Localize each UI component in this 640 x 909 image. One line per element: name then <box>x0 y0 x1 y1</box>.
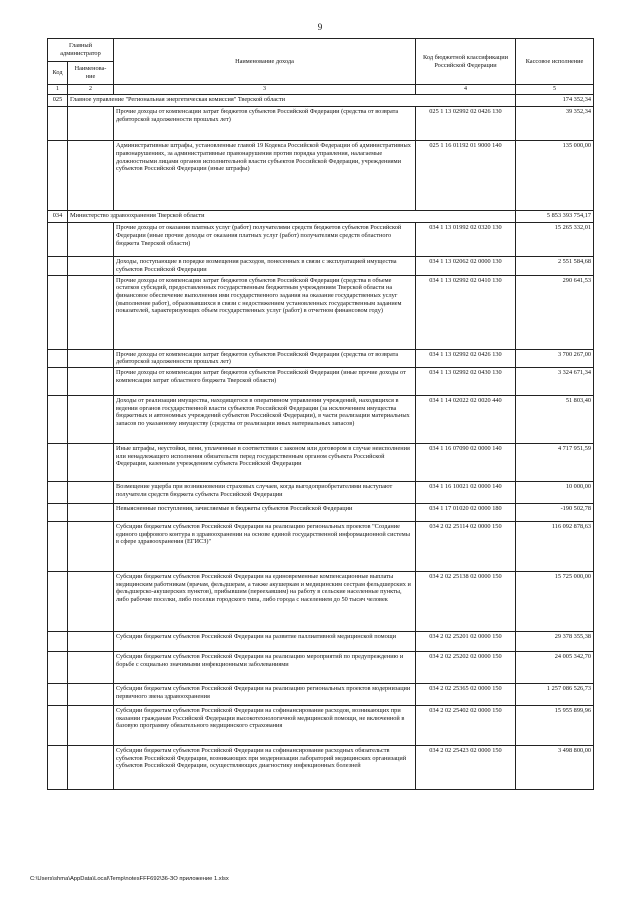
admin-code-empty <box>48 652 68 684</box>
admin-name-empty <box>68 572 114 632</box>
col-number: 5 <box>516 85 594 95</box>
income-name: Субсидии бюджетам субъектов Российской Федерации на реализацию мероприятий по предупреждению и борьбе с социально значимыми инфекционными заболеваниями <box>114 652 416 684</box>
admin-name-empty <box>68 107 114 141</box>
kbk-code: 034 2 02 25202 02 0000 150 <box>416 652 516 684</box>
amount: 39 352,34 <box>516 107 594 141</box>
header-income-name: Наименование дохода <box>114 39 416 85</box>
income-name: Доходы, поступающие в порядке возмещения расходов, понесенных в связи с эксплуатацией имущества субъектов Российской Федерации <box>114 257 416 275</box>
admin-code-empty <box>48 522 68 572</box>
admin-code-empty <box>48 349 68 367</box>
table-row <box>48 522 594 572</box>
admin-code-empty <box>48 396 68 444</box>
admin-code-empty <box>48 223 68 257</box>
admin-code-empty <box>48 504 68 522</box>
kbk-code: 025 1 13 02992 02 0426 130 <box>416 107 516 141</box>
admin-name-empty <box>68 141 114 211</box>
kbk-code: 025 1 16 01192 01 9000 140 <box>416 141 516 211</box>
amount: 5 853 393 754,17 <box>516 211 594 223</box>
admin-name-empty <box>68 368 114 396</box>
income-name: Субсидии бюджетам субъектов Российской Федерации на единовременные компенсационные выплаты медицинским работникам (врачам, фельдшерам, а также акушеркам и медицинским сестрам фельдшерских и фельдшерско-акушерских пунктов), прибывшим (переехавшим) на работу в сельские населенные пункты, либо рабочие поселки, либо поселки городского типа, либо города с населением до 50 тысяч человек <box>114 572 416 632</box>
table-row <box>48 275 594 349</box>
table-body <box>48 95 594 790</box>
admin-name-empty <box>68 349 114 367</box>
admin-name: Министерство здравоохранения Тверской области <box>68 211 516 223</box>
header-admin-name: Наименова- ние <box>68 62 114 85</box>
table-row <box>48 504 594 522</box>
admin-code: 034 <box>48 211 68 223</box>
amount: 3 700 267,00 <box>516 349 594 367</box>
file-path-footer: C:\Users\shma\AppData\Local\Temp\notesFFF692\36-ЗО приложение 1.xlsx <box>30 876 229 882</box>
amount: 29 378 355,38 <box>516 632 594 652</box>
amount: 3 324 671,34 <box>516 368 594 396</box>
table-row <box>48 632 594 652</box>
admin-name-empty <box>68 223 114 257</box>
amount: 51 803,40 <box>516 396 594 444</box>
col-number: 3 <box>114 85 416 95</box>
kbk-code: 034 1 13 02062 02 0000 130 <box>416 257 516 275</box>
income-name: Прочие доходы от компенсации затрат бюджетов субъектов Российской Федерации (средства от возврата дебиторской задолженности прошлых лет) <box>114 107 416 141</box>
table-row <box>48 746 594 790</box>
admin-name-empty <box>68 444 114 482</box>
table-row <box>48 396 594 444</box>
kbk-code: 034 2 02 25365 02 0000 150 <box>416 684 516 706</box>
table-row <box>48 444 594 482</box>
table-row <box>48 223 594 257</box>
income-name: Прочие доходы от компенсации затрат бюджетов субъектов Российской Федерации (средства в объеме остатков субсидий, предоставленных государственным бюджетным учреждениям Тверской области на финансовое обеспечение выполнения ими государственного задания на оказание государственных услуг (выполнение работ), образовавшихся в связи с недостижением установленных государственным заданием показателей, характеризующих объем государственных услуг (работ) в отчетном финансовом году) <box>114 275 416 349</box>
table-row <box>48 706 594 746</box>
table-row <box>48 572 594 632</box>
admin-code-empty <box>48 706 68 746</box>
admin-name-empty <box>68 746 114 790</box>
table-row <box>48 652 594 684</box>
admin-name-empty <box>68 684 114 706</box>
admin-row <box>48 95 594 107</box>
amount: 3 498 800,00 <box>516 746 594 790</box>
table-row <box>48 141 594 211</box>
admin-code-empty <box>48 368 68 396</box>
kbk-code: 034 1 16 07090 02 0000 140 <box>416 444 516 482</box>
admin-name-empty <box>68 706 114 746</box>
income-name: Прочие доходы от компенсации затрат бюджетов субъектов Российской Федерации (средства от возврата дебиторской задолженности прошлых лет) <box>114 349 416 367</box>
admin-name-empty <box>68 632 114 652</box>
admin-code-empty <box>48 107 68 141</box>
amount: 135 000,00 <box>516 141 594 211</box>
kbk-code: 034 1 14 02022 02 0020 440 <box>416 396 516 444</box>
admin-name-empty <box>68 396 114 444</box>
kbk-code: 034 1 13 02992 02 0410 130 <box>416 275 516 349</box>
kbk-code: 034 1 16 10021 02 0000 140 <box>416 482 516 504</box>
admin-code-empty <box>48 482 68 504</box>
income-name: Субсидии бюджетам субъектов Российской Федерации на софинансирование расходных обязательств субъектов Российской Федерации, возникающих при модернизации лабораторий медицинских организаций субъектов Российской Федерации, осуществляющих диагностику инфекционных болезней <box>114 746 416 790</box>
col-number: 2 <box>68 85 114 95</box>
admin-code: 025 <box>48 95 68 107</box>
kbk-code: 034 2 02 25201 02 0000 150 <box>416 632 516 652</box>
kbk-code: 034 1 17 01020 02 0000 180 <box>416 504 516 522</box>
income-report-table <box>47 38 594 790</box>
income-name: Административные штрафы, установленные главой 19 Кодекса Российской Федерации об административных правонарушениях, за административные правонарушения против порядка управления, налагаемые должностными лицами органов исполнительной власти субъектов Российской Федерации, учреждениями субъектов Российской Федерации (иные штрафы) <box>114 141 416 211</box>
admin-code-empty <box>48 275 68 349</box>
col-number: 1 <box>48 85 68 95</box>
header-code: Код <box>48 62 68 85</box>
admin-code-empty <box>48 257 68 275</box>
admin-name: Главное управление "Региональная энергетическая комиссия" Тверской области <box>68 95 516 107</box>
admin-name-empty <box>68 652 114 684</box>
kbk-code: 034 2 02 25114 02 0000 150 <box>416 522 516 572</box>
amount: -190 502,78 <box>516 504 594 522</box>
income-name: Субсидии бюджетам субъектов Российской Федерации на развитие паллиативной медицинской помощи <box>114 632 416 652</box>
admin-row <box>48 211 594 223</box>
income-name: Доходы от реализации имущества, находящегося в оперативном управлении учреждений, находящихся в ведении органов государственной власти субъектов Российской Федерации (за исключением имущества бюджетных и автономных учреждений субъектов Российской Федерации), в части реализации материальных запасов по указанному имуществу (средства от реализации иных материальных запасов) <box>114 396 416 444</box>
header-main-admin: Главный администратор <box>48 39 114 62</box>
income-name: Прочие доходы от оказания платных услуг (работ) получателями средств бюджетов субъектов Российской Федерации (иные прочие доходы от оказания платных услуг (работ) получателями средств областного бюджета Тверской области) <box>114 223 416 257</box>
amount: 10 000,00 <box>516 482 594 504</box>
admin-code-empty <box>48 684 68 706</box>
kbk-code: 034 1 13 02992 02 0430 130 <box>416 368 516 396</box>
kbk-code: 034 2 02 25402 02 0000 150 <box>416 706 516 746</box>
kbk-code: 034 1 13 02992 02 0426 130 <box>416 349 516 367</box>
admin-code-empty <box>48 444 68 482</box>
amount: 174 352,34 <box>516 95 594 107</box>
table-row <box>48 684 594 706</box>
header-execution: Кассовое исполнение <box>516 39 594 85</box>
amount: 2 551 584,68 <box>516 257 594 275</box>
amount: 116 092 878,63 <box>516 522 594 572</box>
income-name: Субсидии бюджетам субъектов Российской Федерации на софинансирование расходов, возникающих при оказании гражданам Российской Федерации высокотехнологичной медицинской помощи, не включенной в базовую программу обязательного медицинского страхования <box>114 706 416 746</box>
amount: 1 257 086 526,73 <box>516 684 594 706</box>
kbk-code: 034 2 02 25423 02 0000 150 <box>416 746 516 790</box>
income-name: Субсидии бюджетам субъектов Российской Федерации на реализацию региональных проектов модернизации первичного звена здравоохранения <box>114 684 416 706</box>
income-name: Субсидии бюджетам субъектов Российской Федерации на реализацию региональных проектов "Создание единого цифрового контура в здравоохранении на основе единой государственной информационной системы в сфере здравоохранения (ЕГИСЗ)" <box>114 522 416 572</box>
admin-code-empty <box>48 141 68 211</box>
table-row <box>48 257 594 275</box>
admin-code-empty <box>48 746 68 790</box>
amount: 15 265 332,01 <box>516 223 594 257</box>
table-row <box>48 368 594 396</box>
table-row <box>48 482 594 504</box>
table-row <box>48 107 594 141</box>
admin-name-empty <box>68 522 114 572</box>
admin-code-empty <box>48 632 68 652</box>
admin-name-empty <box>68 257 114 275</box>
admin-name-empty <box>68 482 114 504</box>
income-name: Возмещение ущерба при возникновении страховых случаев, когда выгодоприобретателями выступают получатели средств бюджета субъекта Российской Федерации <box>114 482 416 504</box>
table-row <box>48 349 594 367</box>
income-name: Прочие доходы от компенсации затрат бюджетов субъектов Российской Федерации (иные прочие доходы от компенсации затрат областного бюджета Тверской области) <box>114 368 416 396</box>
admin-name-empty <box>68 275 114 349</box>
amount: 4 717 951,59 <box>516 444 594 482</box>
page-number: 9 <box>317 22 323 32</box>
income-name: Невыясненные поступления, зачисляемые в бюджеты субъектов Российской Федерации <box>114 504 416 522</box>
admin-code-empty <box>48 572 68 632</box>
kbk-code: 034 2 02 25138 02 0000 150 <box>416 572 516 632</box>
income-name: Иные штрафы, неустойки, пени, уплаченные в соответствии с законом или договором в случае неисполнения или ненадлежащего исполнения обязательств перед государственным органом субъекта Российской Федерации, казенным учреждением субъекта Российской Федерации <box>114 444 416 482</box>
col-number: 4 <box>416 85 516 95</box>
amount: 24 005 342,70 <box>516 652 594 684</box>
admin-name-empty <box>68 504 114 522</box>
amount: 15 955 899,96 <box>516 706 594 746</box>
header-kbk: Код бюджетной классификации Российской Федерации <box>416 39 516 85</box>
kbk-code: 034 1 13 01992 02 0320 130 <box>416 223 516 257</box>
amount: 290 641,53 <box>516 275 594 349</box>
amount: 15 725 000,00 <box>516 572 594 632</box>
